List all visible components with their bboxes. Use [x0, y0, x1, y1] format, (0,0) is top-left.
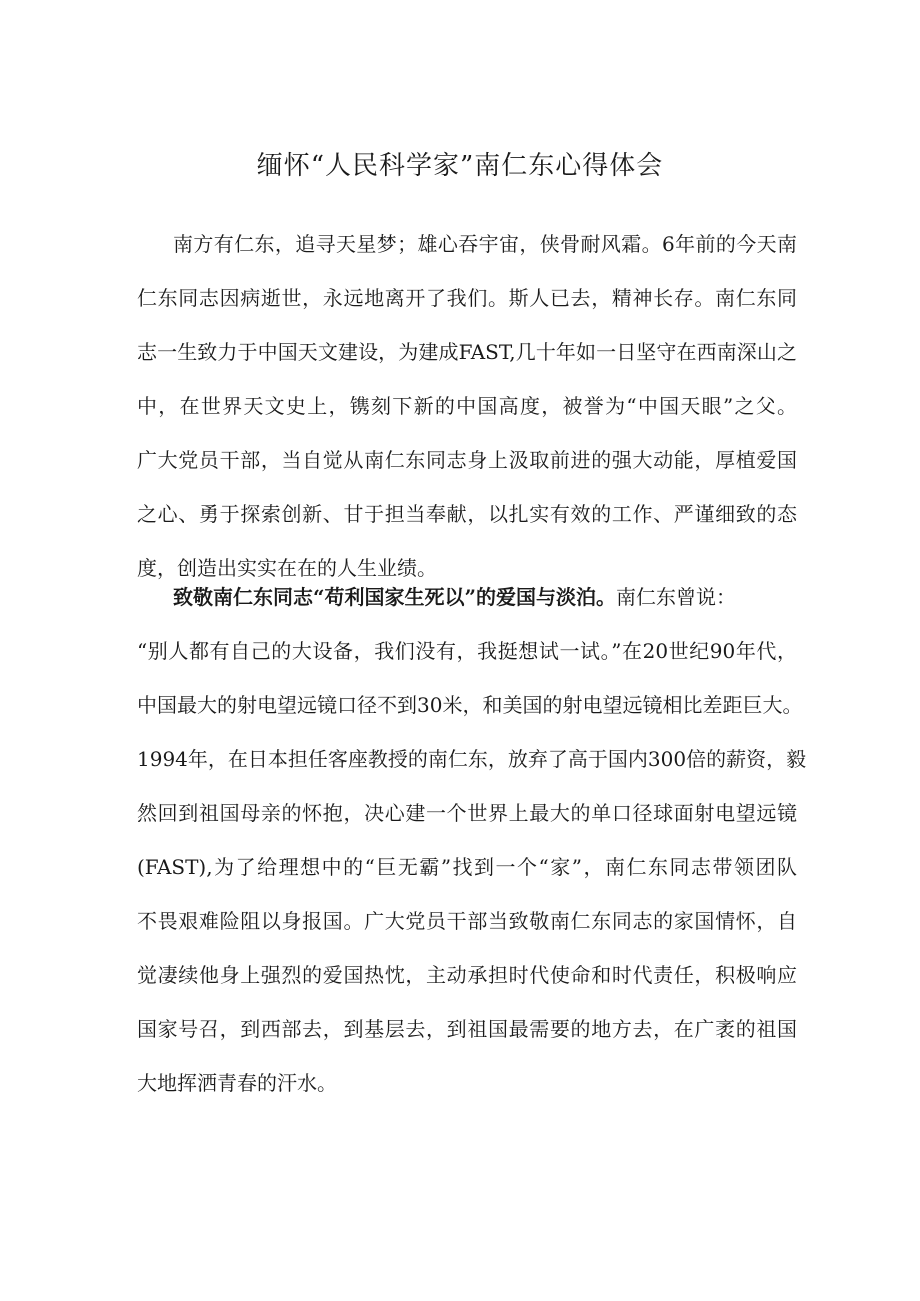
paragraph-1 — [137, 217, 797, 595]
paragraph-line: 不畏艰难险阻以身报国。广大党员干部当致敬南仁东同志的家国情怀，自 — [137, 909, 797, 933]
paragraph-line: 1994年，在日本担任客座教授的南仁东，放弃了高于国内300倍的薪资，毅 — [137, 747, 807, 771]
paragraph-2 — [137, 570, 807, 1110]
paragraph-line: 国家号召，到西部去，到基层去，到祖国最需要的地方去，在广袤的祖国 — [137, 1017, 797, 1041]
paragraph-line: 觉凄续他身上强烈的爱国热忱，主动承担时代使命和时代责任，积极响应 — [137, 963, 797, 987]
paragraph-line: 中，在世界天文史上，镌刻下新的中国高度，被誉为“中国天眼”之父。 — [137, 394, 797, 418]
paragraph-line: 然回到祖国母亲的怀抱，决心建一个世界上最大的单口径球面射电望远镜 — [137, 801, 797, 825]
paragraph-heading-line — [137, 570, 797, 624]
paragraph-line: 南方有仁东，追寻天星梦；雄心吞宇宙，侠骨耐风霜。6年前的今天南 — [173, 232, 797, 256]
paragraph-line: (FAST),为了给理想中的“巨无霸”找到一个“家”，南仁东同志带领团队 — [137, 855, 797, 879]
paragraph-line: 之心、勇于探索创新、甘于担当奉献，以扎实有效的工作、严谨细致的态 — [137, 502, 797, 526]
paragraph-line: 度，创造出实实在在的人生业绩。 — [137, 556, 437, 580]
paragraph-line: 中国最大的射电望远镜口径不到30米，和美国的射电望远镜相比差距巨大。 — [137, 693, 803, 717]
page-title: 缅怀“人民科学家”南仁东心得体会 — [256, 151, 664, 181]
paragraph-line: 志一生致力于中国天文建设，为建成FAST,几十年如一日坚守在西南深山之 — [137, 340, 797, 364]
paragraph-line: 大地挥洒青春的汗水。 — [137, 1071, 337, 1095]
paragraph-heading: 致敬南仁东同志“苟利国家生死以”的爱国与淡泊。 — [173, 585, 617, 609]
paragraph-heading-rest: 南仁东曾说： — [616, 585, 737, 609]
paragraph-line: 仁东同志因病逝世，永远地离开了我们。斯人已去，精神长存。南仁东同 — [137, 286, 797, 310]
paragraph-line: 广大党员干部，当自觉从南仁东同志身上汲取前进的强大动能，厚植爱国 — [137, 448, 797, 472]
paragraph-line: “别人都有自己的大设备，我们没有，我挺想试一试。”在20世纪90年代， — [137, 639, 797, 663]
